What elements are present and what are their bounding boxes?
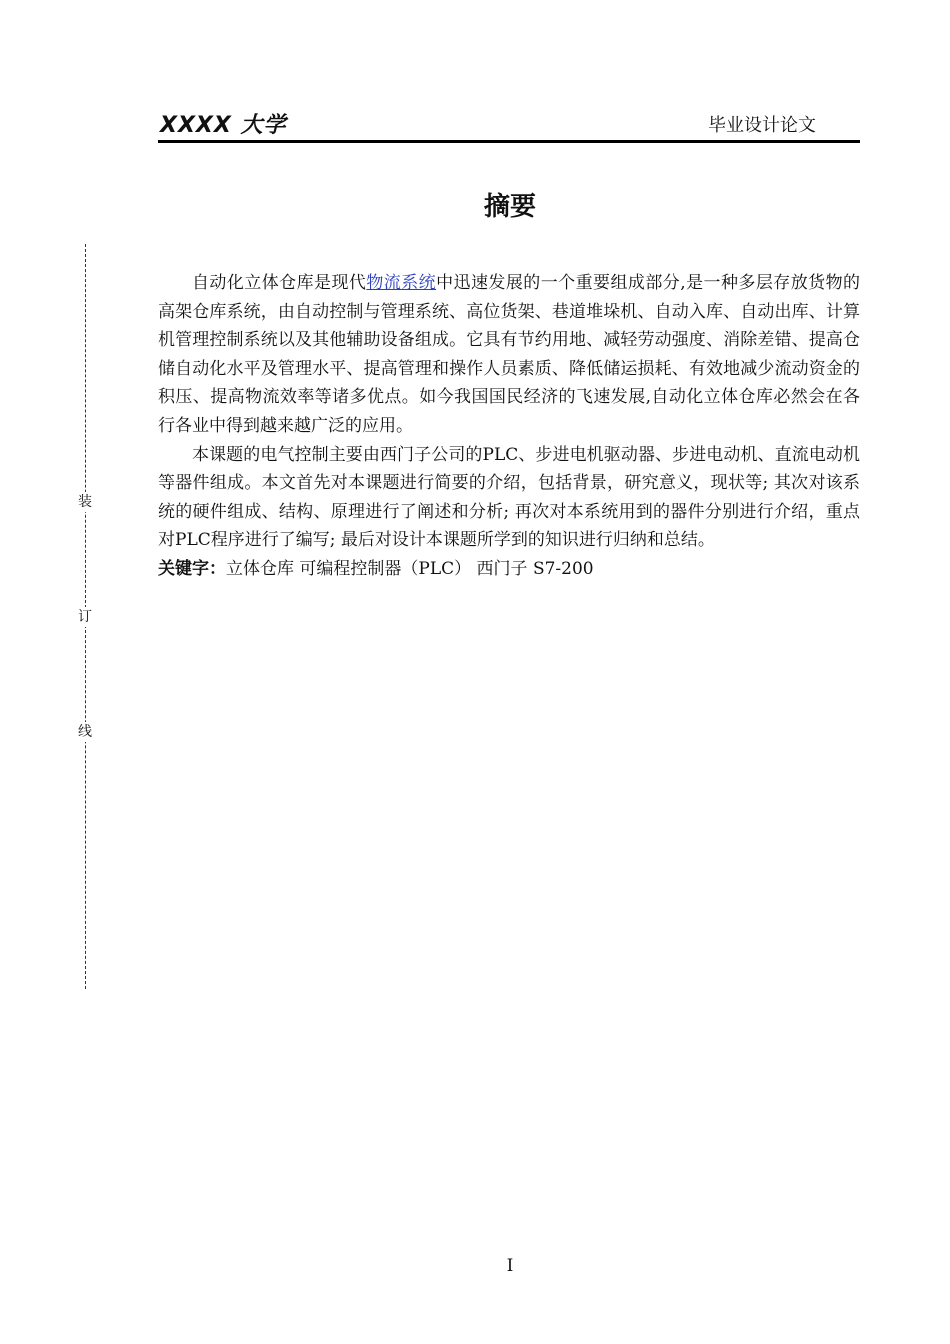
abstract-paragraph-2: 本课题的电气控制主要由西门子公司的PLC、步进电机驱动器、步进电动机、直流电动机等器件组成。本文首先对本课题进行简要的介绍，包括背景，研究意义，现状等; 其次对该系统的硬件组成、结构、原理进行了阐述和分析; 再次对本系统用到的器件分别进行介绍，重点对PLC程序进行了编写; 最后对设计本课题所学到的知识进行归纳和总结。 bbox=[158, 444, 860, 551]
document-type: 毕业设计论文 bbox=[708, 115, 816, 136]
keywords-list: 立体仓库 可编程控制器（PLC） 西门子 S7-200 bbox=[226, 558, 594, 579]
abstract-paragraph-1 bbox=[158, 269, 860, 441]
binding-char-ding: 订 bbox=[78, 609, 92, 625]
binding-char-zhuang: 装 bbox=[78, 494, 92, 510]
page-title: 摘要 bbox=[483, 192, 536, 222]
abstract-body bbox=[158, 269, 860, 584]
keywords-label: 关键字： bbox=[158, 558, 226, 579]
university-name: XXXX 大学 bbox=[160, 113, 287, 138]
page-header bbox=[158, 106, 860, 143]
logistics-system-link[interactable]: 物流系统 bbox=[366, 273, 437, 293]
paragraph-1-start: 自动化立体仓库是现代 bbox=[192, 273, 367, 293]
keywords-line bbox=[158, 555, 860, 584]
paragraph-1-rest: 中迅速发展的一个重要组成部分,是一种多层存放货物的高架仓库系统，由自动控制与管理系统、高位货架、巷道堆垛机、自动入库、自动出库、计算机管理控制系统以及其他辅助设备组成。它具有节约用地、减轻劳动强度、消除差错、提高仓储自动化水平及管理水平、提高管理和操作人员素质、降低储运损耗、有效地减少流动资金的积压、提高物流效率等诸多优点。如今我国国民经济的飞速发展,自动化立体仓库必然会在各行各业中得到越来越广泛的应用。 bbox=[158, 273, 861, 436]
page-number: I bbox=[506, 1256, 514, 1276]
binding-char-xian: 线 bbox=[78, 724, 92, 740]
